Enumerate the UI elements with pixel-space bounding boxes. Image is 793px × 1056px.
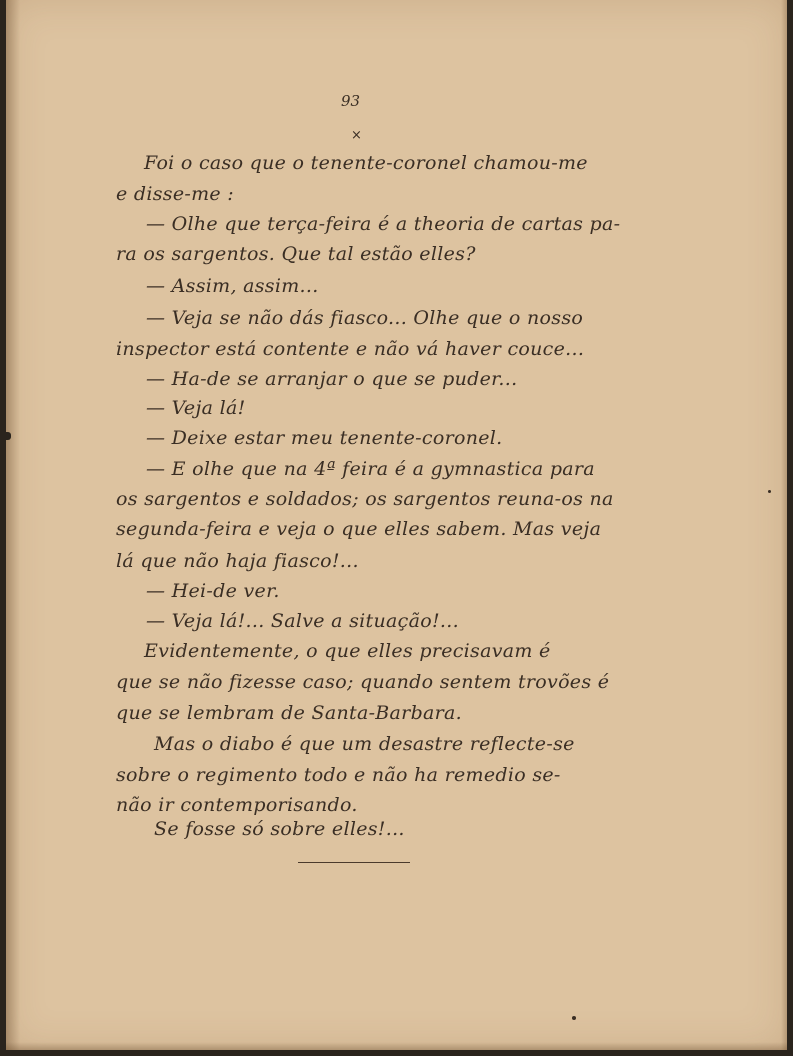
manuscript-line: — Veja lá!... Salve a situação!... (146, 610, 459, 632)
manuscript-line: e disse-me : (116, 183, 234, 205)
manuscript-line: — Ha-de se arranjar o que se puder... (146, 368, 518, 390)
closing-rule (298, 862, 410, 863)
manuscript-line: ra os sargentos. Que tal estão elles? (116, 243, 476, 265)
manuscript-line: lá que não haja fiasco!... (116, 550, 359, 572)
manuscript-line: — Hei-de ver. (146, 580, 280, 602)
manuscript-line: os sargentos e soldados; os sargentos reuna-os na (116, 488, 614, 510)
manuscript-line: Mas o diabo é que um desastre reflecte-se (154, 733, 575, 755)
manuscript-line: sobre o regimento todo e não ha remedio se- (116, 764, 561, 786)
section-mark: × (351, 128, 362, 143)
manuscript-line: — Olhe que terça-feira é a theoria de cartas pa- (146, 213, 621, 235)
manuscript-line: inspector está contente e não vá haver couce... (116, 338, 585, 360)
page-edge-shadow (781, 0, 787, 1050)
manuscript-line: — Veja se não dás fiasco... Olhe que o nosso (146, 307, 584, 329)
manuscript-line: não ir contemporisando. (116, 794, 358, 816)
manuscript-line: que se não fizesse caso; quando sentem trovões é (116, 671, 610, 693)
manuscript-page (6, 0, 787, 1050)
manuscript-line: segunda-feira e veja o que elles sabem. Mas veja (116, 518, 602, 540)
page-bottom-shadow (6, 1042, 787, 1050)
manuscript-line: que se lembram de Santa-Barbara. (116, 702, 463, 724)
manuscript-line: Se fosse só sobre elles!... (154, 818, 405, 840)
manuscript-line: — Veja lá! (146, 397, 246, 419)
manuscript-line: — Deixe estar meu tenente-coronel. (146, 427, 503, 449)
manuscript-line: Foi o caso que o tenente-coronel chamou-me (144, 152, 588, 174)
manuscript-line: Evidentemente, o que elles precisavam é (144, 640, 551, 662)
ink-speck (572, 1016, 576, 1020)
manuscript-line: — Assim, assim... (146, 275, 319, 297)
binding-hole (6, 432, 11, 440)
manuscript-line: — E olhe que na 4ª feira é a gymnastica para (146, 458, 595, 480)
ink-speck (768, 490, 771, 493)
page-number: 93 (341, 92, 361, 110)
